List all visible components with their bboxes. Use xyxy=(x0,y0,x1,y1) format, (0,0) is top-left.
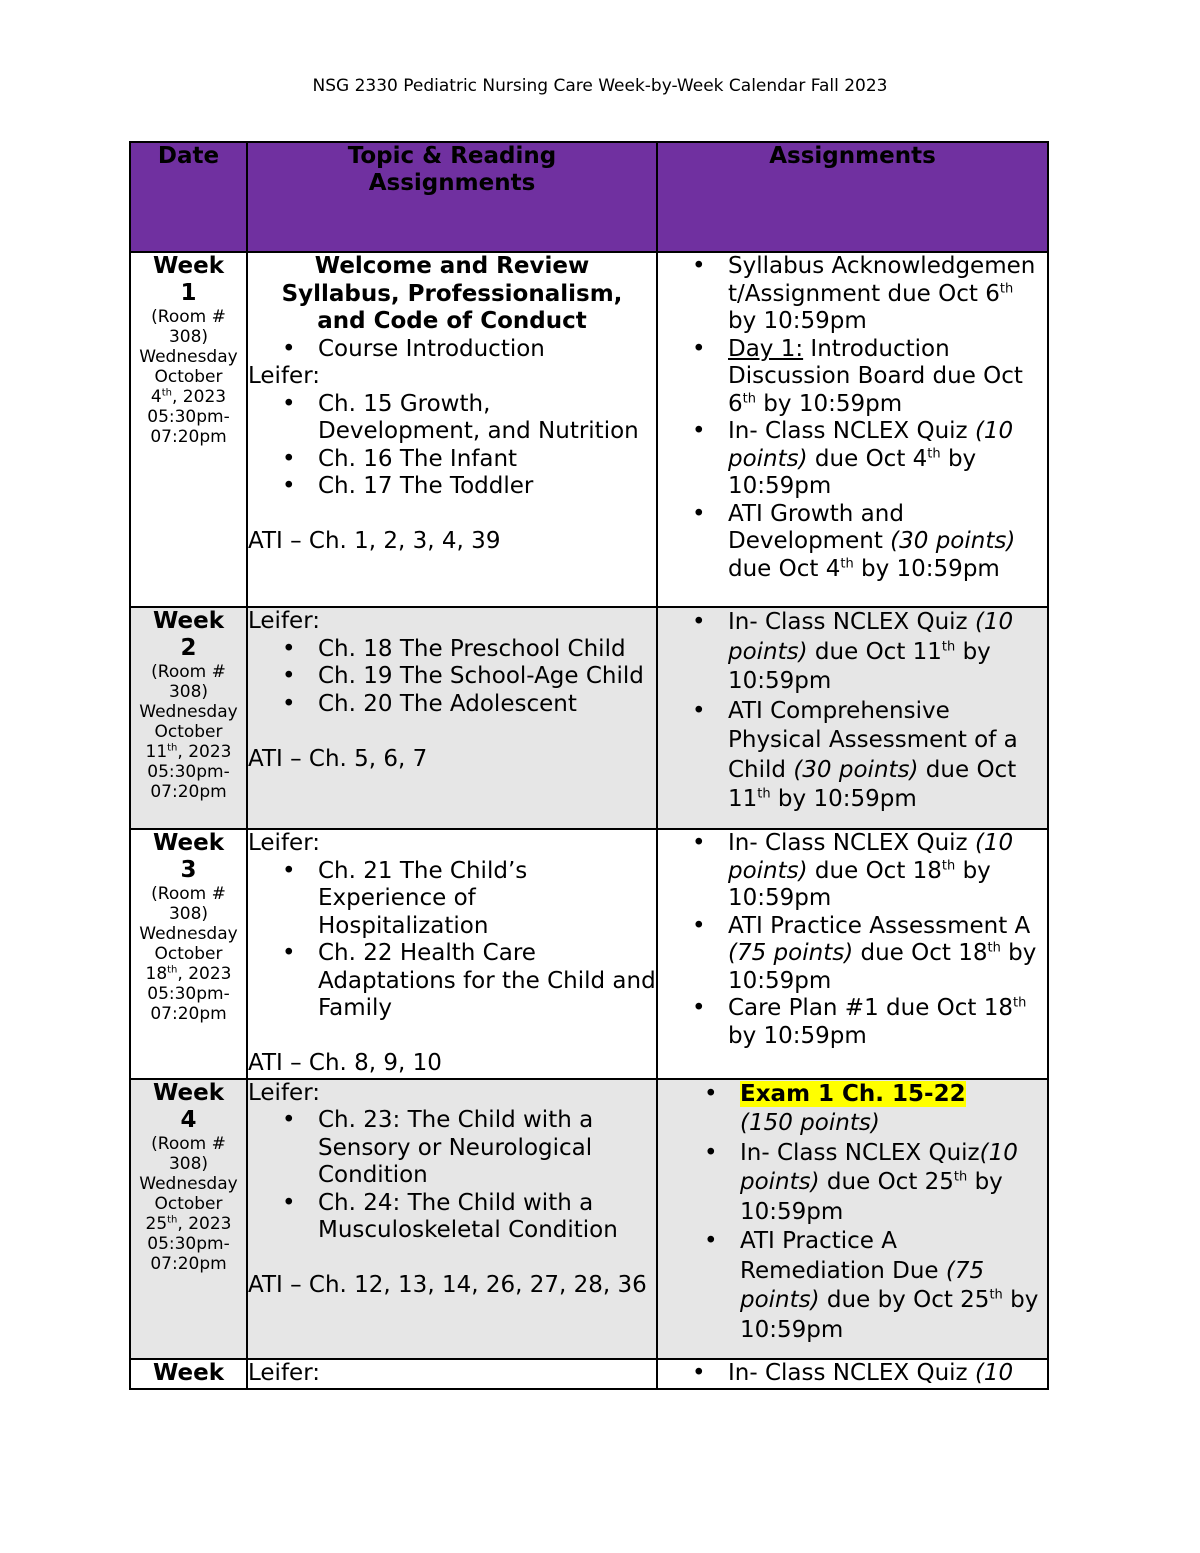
assignments-cell xyxy=(657,607,1048,829)
chapter-item: • Ch. 23: The Child with a Sensory or Neurological Condition xyxy=(248,1107,656,1190)
room: (Room # 308) xyxy=(151,307,226,347)
assignment-list xyxy=(658,830,1047,1050)
assignment-item: • ATI Practice A Remediation Due (75 points) due by Oct 25th by 10:59pm xyxy=(658,1227,1047,1345)
topic-heading: Welcome and Review Syllabus, Professionalism, and Code of Conduct xyxy=(281,253,623,334)
ati-chapters: ATI – Ch. 5, 6, 7 xyxy=(248,745,428,772)
assignment-list xyxy=(658,253,1047,583)
date-text: October 25th, 2023 xyxy=(145,1193,232,1234)
room: (Room # 308) xyxy=(151,662,226,702)
header-assignments-label: Assignments xyxy=(769,143,936,169)
assignment-item: • Day 1: Introduction Discussion Board due Oct 6th by 10:59pm xyxy=(658,336,1047,419)
ati-chapters: ATI – Ch. 12, 13, 14, 26, 27, 28, 36 xyxy=(248,1272,647,1298)
assignment-list xyxy=(658,1360,1047,1388)
day: Wednesday xyxy=(139,1173,238,1194)
chapter-item: • Ch. 21 The Child’s Experience of Hospitalization xyxy=(248,858,656,941)
assignment-item-exam: • Exam 1 Ch. 15-22 (150 points) xyxy=(658,1080,1047,1139)
topic-cell xyxy=(247,1359,657,1389)
week-row-1 xyxy=(130,252,1048,607)
assignment-item: • Care Plan #1 due Oct 18th by 10:59pm xyxy=(658,995,1047,1050)
chapter-list xyxy=(248,391,656,501)
week-label: Week xyxy=(152,1359,225,1386)
assignment-list xyxy=(658,608,1047,815)
header-row xyxy=(130,142,1048,252)
date-cell xyxy=(130,607,247,829)
header-date-label: Date xyxy=(157,143,220,169)
page-title: NSG 2330 Pediatric Nursing Care Week-by-Week Calendar Fall 2023 xyxy=(312,76,888,96)
topic-cell xyxy=(247,252,657,607)
topic-cell xyxy=(247,829,657,1079)
year: , 2023 xyxy=(172,387,227,407)
room: (Room # 308) xyxy=(151,884,226,924)
chapter-item: • Ch. 18 The Preschool Child xyxy=(248,636,656,664)
assignments-cell xyxy=(657,252,1048,607)
list-item: • Course Introduction xyxy=(248,336,656,364)
chapter-item: • Ch. 16 The Infant xyxy=(248,446,656,474)
chapter-item: • Ch. 19 The School-Age Child xyxy=(248,663,656,691)
time: 05:30pm-07:20pm xyxy=(147,1233,230,1274)
day: Wednesday xyxy=(139,347,238,367)
source: Leifer: xyxy=(248,608,320,634)
date-text: October 18th, 2023 xyxy=(145,944,232,984)
week-row-3 xyxy=(130,829,1048,1079)
room: (Room # 308) xyxy=(151,1133,226,1174)
chapter-item: • Ch. 24: The Child with a Musculoskeletal Condition xyxy=(248,1190,656,1245)
week-number: 1 xyxy=(180,280,197,306)
date-cell xyxy=(130,1359,247,1389)
week-row-4 xyxy=(130,1079,1048,1359)
chapter-item: • Ch. 15 Growth, Development, and Nutrition xyxy=(248,391,656,446)
exam-highlight: Exam 1 Ch. 15-22 xyxy=(740,1080,966,1107)
week-label: Week xyxy=(152,253,225,279)
header-date xyxy=(130,142,247,252)
week-row-5 xyxy=(130,1359,1048,1389)
calendar-table xyxy=(129,141,1049,1390)
assignment-item: • ATI Comprehensive Physical Assessment of a Child (30 points) due Oct 11th by 10:59pm xyxy=(658,697,1047,815)
assignments-cell xyxy=(657,1079,1048,1359)
time: 05:30pm-07:20pm xyxy=(147,984,230,1024)
week-number: 4 xyxy=(180,1106,197,1133)
assignment-list xyxy=(658,1080,1047,1346)
chapter-item: • Ch. 17 The Toddler xyxy=(248,473,656,501)
date-cell xyxy=(130,1079,247,1359)
time: 05:30pm-07:20pm xyxy=(147,407,230,447)
assignment-item: • ATI Growth and Development (30 points) due Oct 4th by 10:59pm xyxy=(658,501,1047,584)
chapter-list xyxy=(248,636,656,719)
topic-cell xyxy=(247,607,657,829)
assignments-cell xyxy=(657,1359,1048,1389)
week-number: 2 xyxy=(180,635,197,661)
source: Leifer: xyxy=(248,363,320,389)
source: Leifer: xyxy=(248,1359,320,1386)
date-cell xyxy=(130,252,247,607)
assignment-item: • ATI Practice Assessment A (75 points) due Oct 18th by 10:59pm xyxy=(658,913,1047,996)
assignment-item: • Syllabus Acknowledgement/Assignment due Oct 6th by 10:59pm xyxy=(658,253,1047,336)
time: 05:30pm-07:20pm xyxy=(147,762,230,802)
date-text xyxy=(131,367,246,407)
date-cell xyxy=(130,829,247,1079)
topic-pre-list xyxy=(248,336,656,364)
assignment-item: • In- Class NCLEX Quiz (10 xyxy=(658,1360,1047,1388)
month: October xyxy=(154,367,223,387)
assignment-item: • In- Class NCLEX Quiz (10 points) due Oct 4th by 10:59pm xyxy=(658,418,1047,501)
date-text: October 11th, 2023 xyxy=(145,722,232,762)
date-sup: th xyxy=(161,387,172,399)
week-label: Week xyxy=(152,608,225,634)
assignment-item: • In- Class NCLEX Quiz (10 points) due Oct 11th by 10:59pm xyxy=(658,608,1047,697)
day: Wednesday xyxy=(139,924,238,944)
week-label: Week xyxy=(152,1079,225,1106)
chapter-list xyxy=(248,858,656,1023)
assignment-item: • In- Class NCLEX Quiz (10 points) due Oct 18th by 10:59pm xyxy=(658,830,1047,913)
chapter-list xyxy=(248,1107,656,1245)
header-assignments xyxy=(657,142,1048,252)
ati-chapters: ATI – Ch. 1, 2, 3, 4, 39 xyxy=(248,528,501,554)
date-day: 4 xyxy=(150,387,162,407)
header-topic xyxy=(247,142,657,252)
assignments-cell xyxy=(657,829,1048,1079)
week-number: 3 xyxy=(180,857,197,883)
assignment-item: • In- Class NCLEX Quiz(10 points) due Oct 25th by 10:59pm xyxy=(658,1139,1047,1228)
header-topic-label: Topic & Reading Assignments xyxy=(347,143,557,196)
ati-chapters: ATI – Ch. 8, 9, 10 xyxy=(248,1050,442,1076)
source: Leifer: xyxy=(248,1079,320,1106)
week-row-2 xyxy=(130,607,1048,829)
day: Wednesday xyxy=(139,702,238,722)
week-label: Week xyxy=(152,830,225,856)
chapter-item: • Ch. 20 The Adolescent xyxy=(248,691,656,719)
topic-cell xyxy=(247,1079,657,1359)
chapter-item: • Ch. 22 Health Care Adaptations for the Child and Family xyxy=(248,940,656,1023)
source: Leifer: xyxy=(248,830,320,856)
